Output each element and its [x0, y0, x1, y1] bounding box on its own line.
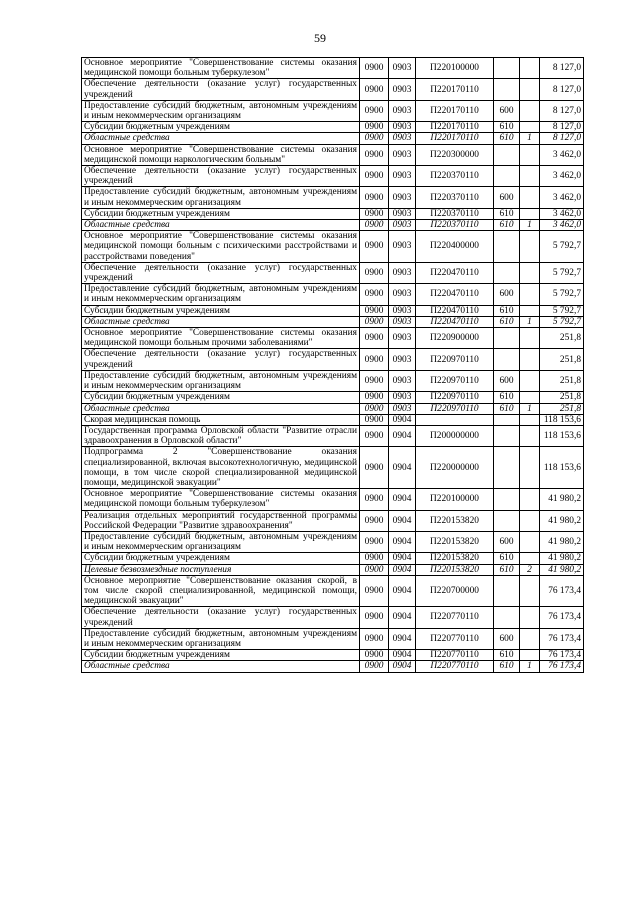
funding-source-cell: [520, 284, 540, 305]
section-code-cell: 0900: [360, 144, 389, 165]
section-code-cell: 0900: [360, 58, 389, 79]
subsection-code-cell: 0903: [389, 349, 416, 370]
row-name-cell: Областные средства: [82, 661, 360, 672]
table-row: [82, 284, 584, 305]
subsection-code-cell: 0903: [389, 370, 416, 391]
funding-source-cell: [520, 58, 540, 79]
subsection-code-cell: 0904: [389, 531, 416, 552]
subsection-code-cell: 0903: [389, 100, 416, 121]
expense-type-cell: [494, 262, 520, 283]
row-name-cell: Предоставление субсидий бюджетным, автономным учреждениям и иным некоммерческим организациям: [82, 284, 360, 305]
expense-type-cell: 600: [494, 100, 520, 121]
table-row: [82, 661, 584, 672]
target-article-cell: П220153820: [416, 510, 494, 531]
target-article-cell: П220370110: [416, 187, 494, 208]
row-name-cell: Обеспечение деятельности (оказание услуг) государственных учреждений: [82, 607, 360, 628]
amount-cell: 3 462,0: [540, 208, 584, 219]
subsection-code-cell: 0903: [389, 144, 416, 165]
subsection-code-cell: 0904: [389, 510, 416, 531]
row-name-cell: Субсидии бюджетным учреждениям: [82, 122, 360, 133]
funding-source-cell: [520, 328, 540, 349]
section-code-cell: 0900: [360, 575, 389, 607]
target-article-cell: П220170110: [416, 79, 494, 100]
amount-cell: 3 462,0: [540, 166, 584, 187]
table-row: [82, 58, 584, 79]
table-row: [82, 208, 584, 219]
subsection-code-cell: 0903: [389, 392, 416, 403]
subsection-code-cell: 0904: [389, 425, 416, 446]
expense-type-cell: 610: [494, 220, 520, 231]
amount-cell: 41 980,2: [540, 531, 584, 552]
table-row: [82, 553, 584, 564]
amount-cell: 118 153,6: [540, 447, 584, 489]
table-row: [82, 414, 584, 425]
section-code-cell: 0900: [360, 564, 389, 575]
row-name-cell: Областные средства: [82, 403, 360, 414]
amount-cell: 5 792,7: [540, 284, 584, 305]
target-article-cell: П220170110: [416, 122, 494, 133]
expense-type-cell: 600: [494, 628, 520, 649]
expense-type-cell: [494, 58, 520, 79]
subsection-code-cell: 0904: [389, 650, 416, 661]
section-code-cell: 0900: [360, 510, 389, 531]
table-row: [82, 100, 584, 121]
row-name-cell: Обеспечение деятельности (оказание услуг) государственных учреждений: [82, 79, 360, 100]
row-name-cell: Основное мероприятие "Совершенствование системы оказания медицинской помощи больным туберкулезом": [82, 58, 360, 79]
section-code-cell: 0900: [360, 403, 389, 414]
amount-cell: 8 127,0: [540, 100, 584, 121]
amount-cell: 41 980,2: [540, 489, 584, 510]
row-name-cell: Предоставление субсидий бюджетным, автономным учреждениям и иным некоммерческим организациям: [82, 370, 360, 391]
funding-source-cell: [520, 79, 540, 100]
table-row: [82, 489, 584, 510]
target-article-cell: П220770110: [416, 650, 494, 661]
expense-type-cell: 600: [494, 187, 520, 208]
table-row: [82, 370, 584, 391]
subsection-code-cell: 0904: [389, 489, 416, 510]
funding-source-cell: [520, 510, 540, 531]
subsection-code-cell: 0903: [389, 208, 416, 219]
row-name-cell: Основное мероприятие "Совершенствование системы оказания медицинской помощи больным с психическими расстройствами и расстройствами поведения": [82, 231, 360, 263]
funding-source-cell: [520, 166, 540, 187]
table-row: [82, 122, 584, 133]
subsection-code-cell: 0903: [389, 58, 416, 79]
amount-cell: 251,8: [540, 328, 584, 349]
section-code-cell: 0900: [360, 122, 389, 133]
row-name-cell: Государственная программа Орловской области "Развитие отрасли здравоохранения в Орловской области": [82, 425, 360, 446]
funding-source-cell: 1: [520, 316, 540, 327]
expense-type-cell: 610: [494, 403, 520, 414]
expense-type-cell: 610: [494, 564, 520, 575]
section-code-cell: 0900: [360, 208, 389, 219]
row-name-cell: Предоставление субсидий бюджетным, автономным учреждениям и иным некоммерческим организациям: [82, 100, 360, 121]
amount-cell: 41 980,2: [540, 510, 584, 531]
target-article-cell: П220970110: [416, 349, 494, 370]
table-row: [82, 564, 584, 575]
subsection-code-cell: 0903: [389, 187, 416, 208]
section-code-cell: 0900: [360, 79, 389, 100]
subsection-code-cell: 0904: [389, 564, 416, 575]
target-article-cell: П220700000: [416, 575, 494, 607]
expense-type-cell: [494, 144, 520, 165]
table-row: [82, 650, 584, 661]
section-code-cell: 0900: [360, 392, 389, 403]
funding-source-cell: [520, 575, 540, 607]
subsection-code-cell: 0904: [389, 447, 416, 489]
amount-cell: 8 127,0: [540, 133, 584, 144]
row-name-cell: Субсидии бюджетным учреждениям: [82, 305, 360, 316]
table-row: [82, 575, 584, 607]
subsection-code-cell: 0904: [389, 607, 416, 628]
amount-cell: 3 462,0: [540, 220, 584, 231]
subsection-code-cell: 0903: [389, 166, 416, 187]
funding-source-cell: 1: [520, 661, 540, 672]
target-article-cell: П220470110: [416, 284, 494, 305]
expense-type-cell: 610: [494, 133, 520, 144]
target-article-cell: П220153820: [416, 553, 494, 564]
table-row: [82, 425, 584, 446]
expense-type-cell: [494, 414, 520, 425]
table-row: [82, 510, 584, 531]
row-name-cell: Субсидии бюджетным учреждениям: [82, 553, 360, 564]
row-name-cell: Предоставление субсидий бюджетным, автономным учреждениям и иным некоммерческим организациям: [82, 531, 360, 552]
subsection-code-cell: 0903: [389, 122, 416, 133]
row-name-cell: Областные средства: [82, 220, 360, 231]
table-row: [82, 316, 584, 327]
row-name-cell: Основное мероприятие "Совершенствование системы оказания медицинской помощи больным туберкулезом": [82, 489, 360, 510]
row-name-cell: Субсидии бюджетным учреждениям: [82, 392, 360, 403]
table-row: [82, 187, 584, 208]
table-row: [82, 305, 584, 316]
section-code-cell: 0900: [360, 414, 389, 425]
expense-type-cell: 610: [494, 650, 520, 661]
expense-type-cell: 610: [494, 305, 520, 316]
expense-type-cell: [494, 607, 520, 628]
amount-cell: 3 462,0: [540, 144, 584, 165]
section-code-cell: 0900: [360, 447, 389, 489]
expense-type-cell: 610: [494, 208, 520, 219]
section-code-cell: 0900: [360, 220, 389, 231]
page-number: 59: [314, 31, 326, 45]
target-article-cell: П220470110: [416, 305, 494, 316]
section-code-cell: 0900: [360, 349, 389, 370]
section-code-cell: 0900: [360, 661, 389, 672]
amount-cell: 76 173,4: [540, 650, 584, 661]
target-article-cell: П220770110: [416, 661, 494, 672]
funding-source-cell: 1: [520, 220, 540, 231]
amount-cell: 5 792,7: [540, 262, 584, 283]
subsection-code-cell: 0904: [389, 661, 416, 672]
budget-table-body: [82, 58, 584, 673]
subsection-code-cell: 0903: [389, 284, 416, 305]
table-row: [82, 231, 584, 263]
subsection-code-cell: 0904: [389, 575, 416, 607]
expense-type-cell: 610: [494, 122, 520, 133]
table-row: [82, 403, 584, 414]
target-article-cell: П220370110: [416, 166, 494, 187]
subsection-code-cell: 0903: [389, 133, 416, 144]
table-row: [82, 79, 584, 100]
amount-cell: 118 153,6: [540, 414, 584, 425]
funding-source-cell: [520, 231, 540, 263]
row-name-cell: Основное мероприятие "Совершенствование системы оказания медицинской помощи наркологическим больным": [82, 144, 360, 165]
subsection-code-cell: 0903: [389, 305, 416, 316]
funding-source-cell: [520, 349, 540, 370]
amount-cell: 76 173,4: [540, 575, 584, 607]
expense-type-cell: [494, 425, 520, 446]
row-name-cell: Предоставление субсидий бюджетным, автономным учреждениям и иным некоммерческим организациям: [82, 628, 360, 649]
funding-source-cell: [520, 122, 540, 133]
target-article-cell: П220170110: [416, 100, 494, 121]
row-name-cell: Скорая медицинская помощь: [82, 414, 360, 425]
target-article-cell: [416, 414, 494, 425]
funding-source-cell: 2: [520, 564, 540, 575]
target-article-cell: П220770110: [416, 628, 494, 649]
amount-cell: 251,8: [540, 370, 584, 391]
subsection-code-cell: 0903: [389, 231, 416, 263]
funding-source-cell: [520, 370, 540, 391]
section-code-cell: 0900: [360, 607, 389, 628]
expense-type-cell: [494, 575, 520, 607]
target-article-cell: П220900000: [416, 328, 494, 349]
target-article-cell: П220000000: [416, 447, 494, 489]
subsection-code-cell: 0904: [389, 553, 416, 564]
section-code-cell: 0900: [360, 489, 389, 510]
target-article-cell: П220170110: [416, 133, 494, 144]
expense-type-cell: [494, 349, 520, 370]
target-article-cell: П220370110: [416, 208, 494, 219]
target-article-cell: П220970110: [416, 403, 494, 414]
funding-source-cell: [520, 553, 540, 564]
table-row: [82, 328, 584, 349]
funding-source-cell: [520, 447, 540, 489]
expense-type-cell: 610: [494, 392, 520, 403]
amount-cell: 76 173,4: [540, 628, 584, 649]
table-row: [82, 447, 584, 489]
expense-type-cell: [494, 231, 520, 263]
amount-cell: 8 127,0: [540, 122, 584, 133]
target-article-cell: П220470110: [416, 262, 494, 283]
table-row: [82, 392, 584, 403]
funding-source-cell: [520, 262, 540, 283]
funding-source-cell: [520, 531, 540, 552]
section-code-cell: 0900: [360, 284, 389, 305]
section-code-cell: 0900: [360, 231, 389, 263]
amount-cell: 3 462,0: [540, 187, 584, 208]
expense-type-cell: [494, 79, 520, 100]
row-name-cell: Субсидии бюджетным учреждениям: [82, 208, 360, 219]
row-name-cell: Целевые безвозмездные поступления: [82, 564, 360, 575]
expense-type-cell: [494, 489, 520, 510]
section-code-cell: 0900: [360, 425, 389, 446]
funding-source-cell: 1: [520, 403, 540, 414]
section-code-cell: 0900: [360, 100, 389, 121]
amount-cell: 41 980,2: [540, 553, 584, 564]
target-article-cell: П200000000: [416, 425, 494, 446]
funding-source-cell: [520, 187, 540, 208]
section-code-cell: 0900: [360, 166, 389, 187]
funding-source-cell: [520, 392, 540, 403]
expense-type-cell: 610: [494, 316, 520, 327]
expense-type-cell: 610: [494, 661, 520, 672]
section-code-cell: 0900: [360, 328, 389, 349]
expense-type-cell: [494, 166, 520, 187]
section-code-cell: 0900: [360, 316, 389, 327]
row-name-cell: Обеспечение деятельности (оказание услуг) государственных учреждений: [82, 349, 360, 370]
section-code-cell: 0900: [360, 650, 389, 661]
section-code-cell: 0900: [360, 262, 389, 283]
target-article-cell: П220970110: [416, 392, 494, 403]
expense-type-cell: [494, 447, 520, 489]
target-article-cell: П220100000: [416, 489, 494, 510]
funding-source-cell: [520, 628, 540, 649]
section-code-cell: 0900: [360, 370, 389, 391]
expense-type-cell: 600: [494, 531, 520, 552]
target-article-cell: П220470110: [416, 316, 494, 327]
row-name-cell: Областные средства: [82, 316, 360, 327]
subsection-code-cell: 0903: [389, 79, 416, 100]
funding-source-cell: [520, 414, 540, 425]
row-name-cell: Обеспечение деятельности (оказание услуг) государственных учреждений: [82, 166, 360, 187]
expense-type-cell: 600: [494, 284, 520, 305]
table-row: [82, 166, 584, 187]
expense-type-cell: 610: [494, 553, 520, 564]
subsection-code-cell: 0903: [389, 403, 416, 414]
amount-cell: 8 127,0: [540, 58, 584, 79]
target-article-cell: П220300000: [416, 144, 494, 165]
section-code-cell: 0900: [360, 133, 389, 144]
funding-source-cell: [520, 305, 540, 316]
table-row: [82, 628, 584, 649]
subsection-code-cell: 0903: [389, 316, 416, 327]
section-code-cell: 0900: [360, 553, 389, 564]
funding-source-cell: [520, 100, 540, 121]
section-code-cell: 0900: [360, 531, 389, 552]
table-row: [82, 349, 584, 370]
subsection-code-cell: 0904: [389, 414, 416, 425]
amount-cell: 8 127,0: [540, 79, 584, 100]
table-row: [82, 144, 584, 165]
amount-cell: 5 792,7: [540, 305, 584, 316]
target-article-cell: П220400000: [416, 231, 494, 263]
table-row: [82, 607, 584, 628]
expense-type-cell: [494, 328, 520, 349]
table-row: [82, 262, 584, 283]
expense-type-cell: [494, 510, 520, 531]
section-code-cell: 0900: [360, 187, 389, 208]
target-article-cell: П220770110: [416, 607, 494, 628]
table-row: [82, 531, 584, 552]
subsection-code-cell: 0903: [389, 262, 416, 283]
amount-cell: 5 792,7: [540, 231, 584, 263]
subsection-code-cell: 0903: [389, 220, 416, 231]
subsection-code-cell: 0904: [389, 628, 416, 649]
target-article-cell: П220370110: [416, 220, 494, 231]
row-name-cell: Областные средства: [82, 133, 360, 144]
target-article-cell: П220100000: [416, 58, 494, 79]
amount-cell: 251,8: [540, 392, 584, 403]
amount-cell: 76 173,4: [540, 607, 584, 628]
amount-cell: 118 153,6: [540, 425, 584, 446]
table-row: [82, 133, 584, 144]
target-article-cell: П220153820: [416, 531, 494, 552]
amount-cell: 251,8: [540, 349, 584, 370]
subsection-code-cell: 0903: [389, 328, 416, 349]
amount-cell: 41 980,2: [540, 564, 584, 575]
budget-table: [81, 57, 584, 673]
section-code-cell: 0900: [360, 305, 389, 316]
row-name-cell: Предоставление субсидий бюджетным, автономным учреждениям и иным некоммерческим организациям: [82, 187, 360, 208]
row-name-cell: Основное мероприятие "Совершенствование системы оказания медицинской помощи больным прочими заболеваниями": [82, 328, 360, 349]
funding-source-cell: [520, 607, 540, 628]
row-name-cell: Обеспечение деятельности (оказание услуг) государственных учреждений: [82, 262, 360, 283]
row-name-cell: Основное мероприятие "Совершенствование оказания скорой, в том числе скорой специализированной, медицинской помощи, медицинской эвакуации": [82, 575, 360, 607]
funding-source-cell: 1: [520, 133, 540, 144]
target-article-cell: П220970110: [416, 370, 494, 391]
amount-cell: 251,8: [540, 403, 584, 414]
row-name-cell: Реализация отдельных мероприятий государственной программы Российской Федерации "Развитие здравоохранения": [82, 510, 360, 531]
funding-source-cell: [520, 425, 540, 446]
expense-type-cell: 600: [494, 370, 520, 391]
funding-source-cell: [520, 489, 540, 510]
amount-cell: 5 792,7: [540, 316, 584, 327]
funding-source-cell: [520, 144, 540, 165]
funding-source-cell: [520, 208, 540, 219]
row-name-cell: Подпрограмма 2 "Совершенствование оказания специализированной, включая высокотехнологичную, медицинской помощи, в том числе скорой специализированной медицинской помощи, медицинской эвакуации": [82, 447, 360, 489]
funding-source-cell: [520, 650, 540, 661]
row-name-cell: Субсидии бюджетным учреждениям: [82, 650, 360, 661]
table-row: [82, 220, 584, 231]
target-article-cell: П220153820: [416, 564, 494, 575]
section-code-cell: 0900: [360, 628, 389, 649]
amount-cell: 76 173,4: [540, 661, 584, 672]
